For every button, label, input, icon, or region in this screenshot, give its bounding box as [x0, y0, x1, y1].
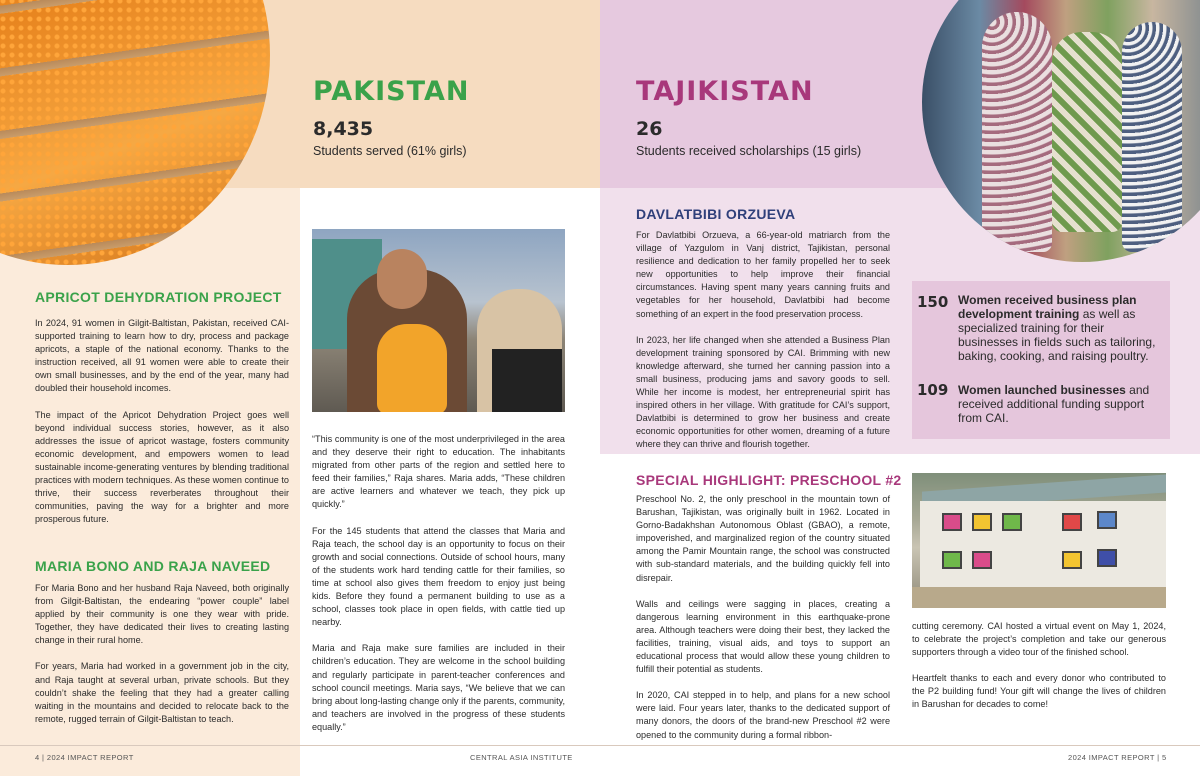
middle-paragraph-2: For the 145 students that attend the classes that Maria and Raja teach, the school day is an opportunity to focus on their growth and social connections. Outside of school hours, many of the students work hard tending cattle for their families, so time at school also gives them freedom to enjoy just being kids. Before they found a permanent building to use as a school, classes took place in open fields, with cattle tied up nearby.	[312, 525, 565, 628]
stat-businesses-text	[958, 383, 1163, 425]
preschool-paragraph-3: In 2020, CAI stepped in to help, and plans for a new school were laid. Four years later, thanks to the dedicated support of many donors, the doors of the brand-new Preschool #2 were opened to the community during a formal ribbon-	[636, 690, 890, 740]
davlatbibi-paragraph-1: For Davlatbibi Orzueva, a 66-year-old matriarch from the village of Yazgulom in Vanj district, Tajikistan, personal resilience and dedication to her family propelled her to seek new opportunities to help improve their financial circumstances. Having spent many years canning fruits and vegetables for her household, Davlatbibi had become something of an expert in the food preservation process.	[636, 230, 890, 319]
stat-businesses-rest: and received additional funding support from CAI.	[958, 383, 1150, 425]
maria-raja-body	[35, 582, 289, 726]
tajikistan-title: TAJIKISTAN	[636, 76, 814, 107]
stat-businesses-number: 109	[917, 381, 949, 399]
apricot-project-body	[35, 317, 289, 526]
davlatbibi-body	[636, 229, 890, 452]
footer-left-page-label: 4 | 2024 IMPACT REPORT	[35, 753, 134, 762]
preschool-paragraph-4: cutting ceremony. CAI hosted a virtual event on May 1, 2024, to celebrate the project’s completion and take our generous supporters through a video tour of the finished school.	[912, 621, 1166, 658]
tajikistan-scholarships-count: 26	[636, 118, 663, 140]
preschool-paragraph-2: Walls and ceilings were sagging in places, creating a dangerous learning environment in this earthquake-prone area. Although teachers were doing their best, they lacked the facilities, training, visual aids, and toys to support an educational process that would allow these young children to fulfill their potential as students.	[636, 598, 890, 675]
apricot-paragraph-2: The impact of the Apricot Dehydration Project goes well beyond individual success stories, however, as it also addresses the issue of apricot wastage, fosters community economic development, and empowers women to lead sustainable income-generating ventures by blending traditional practices with modern techniques. As these women continue to thrive, their success reverberates throughout their communities, paving the way for a brighter and more prosperous future.	[35, 409, 289, 525]
maria-raja-family-photo	[312, 229, 565, 412]
preschool-body	[636, 493, 890, 742]
preschool-paragraph-1: Preschool No. 2, the only preschool in the mountain town of Barushan, Tajikistan, was originally built in 1962. Located in Gorno-Badakhshan Autonomous Oblast (GBAO), a remote, impoverished, and marginalized region of the country situated among the Pamir Mountain range, the school was constructed with sub-standard materials, and the building quickly fell into disrepair.	[636, 494, 890, 583]
stat-training-bold: Women received business plan development training	[958, 293, 1137, 321]
footer-divider	[0, 745, 1200, 746]
pakistan-students-caption: Students served (61% girls)	[313, 144, 467, 158]
stat-businesses-bold: Women launched businesses	[958, 383, 1126, 397]
stat-training-number: 150	[917, 293, 949, 311]
middle-paragraph-1: “This community is one of the most underprivileged in the area and they deserve their right to education. The inhabitants migrated from other parts of the region and settled here to feed their families,” Raja shares. Maria adds, “These children are active learners and whatever we teach, they pick up quickly.”	[312, 434, 565, 510]
preschool-building-photo	[912, 473, 1166, 608]
maria-raja-story-continued	[312, 433, 565, 734]
footer-right-page-label: 2024 IMPACT REPORT | 5	[1068, 753, 1167, 762]
footer-organization: CENTRAL ASIA INSTITUTE	[470, 753, 573, 762]
tajikistan-scholarships-caption: Students received scholarships (15 girls)	[636, 144, 862, 158]
maria-paragraph-2: For years, Maria had worked in a government job in the city, and Raja taught at several urban, private schools. But they couldn’t shake the feeling that they had a greater calling waiting in the mountains and decided to relocate back to the remote, rugged terrain of Gilgit-Baltistan to teach.	[35, 661, 289, 724]
apricot-project-heading: APRICOT DEHYDRATION PROJECT	[35, 289, 282, 305]
stat-training-rest: as well as specialized training for their businesses in fields such as tailoring, baking, cooking, and raising poultry.	[958, 307, 1156, 363]
apricot-paragraph-1: In 2024, 91 women in Gilgit-Baltistan, Pakistan, received CAI-supported training to learn how to dry, process and package apricots, a staple of the national economy. Thanks to the instruction received, all 91 women were able to create their own small businesses, and by the end of the year, many had doubled their household incomes.	[35, 318, 289, 394]
davlatbibi-paragraph-2: In 2023, her life changed when she attended a Business Plan development training sponsored by CAI. Brimming with new knowledge afterward, she turned her canning passion into a small business, producing jams and savory goods to sell. While her income is modest, her entrepreneurial spirit has inspired others in her village. With gratitude for CAI’s support, Davlatbibi is determined to grow her business and create economic opportunities for other women, dreaming of a future where they can thrive and flourish together.	[636, 334, 890, 450]
preschool-paragraph-5: Heartfelt thanks to each and every donor who contributed to the P2 building fund! Your gift will change the lives of children in Barushan for decades to come!	[912, 673, 1166, 710]
stat-training-text	[958, 293, 1163, 363]
middle-paragraph-3: Maria and Raja make sure families are included in their children’s education. They are welcome in the school building and regularly participate in parent-teacher conferences and school council meetings. Maria says, “We believe that we can bring about long-lasting change only if the parents, community, and teachers are involved in the progress of these students equally.”	[312, 643, 565, 732]
maria-paragraph-1: For Maria Bono and her husband Raja Naveed, both originally from Gilgit-Baltistan, the endearing “power couple” label applied by their community is one they wear with pride. Together, they have dedicated their lives to creating lasting change in their rural home.	[35, 583, 289, 646]
preschool-heading: SPECIAL HIGHLIGHT: PRESCHOOL #2	[636, 472, 902, 488]
pakistan-students-count: 8,435	[313, 118, 374, 140]
maria-raja-heading: MARIA BONO AND RAJA NAVEED	[35, 558, 271, 574]
preschool-body-continued	[912, 620, 1166, 712]
pakistan-title: PAKISTAN	[313, 76, 470, 107]
davlatbibi-heading: DAVLATBIBI ORZUEVA	[636, 206, 796, 222]
